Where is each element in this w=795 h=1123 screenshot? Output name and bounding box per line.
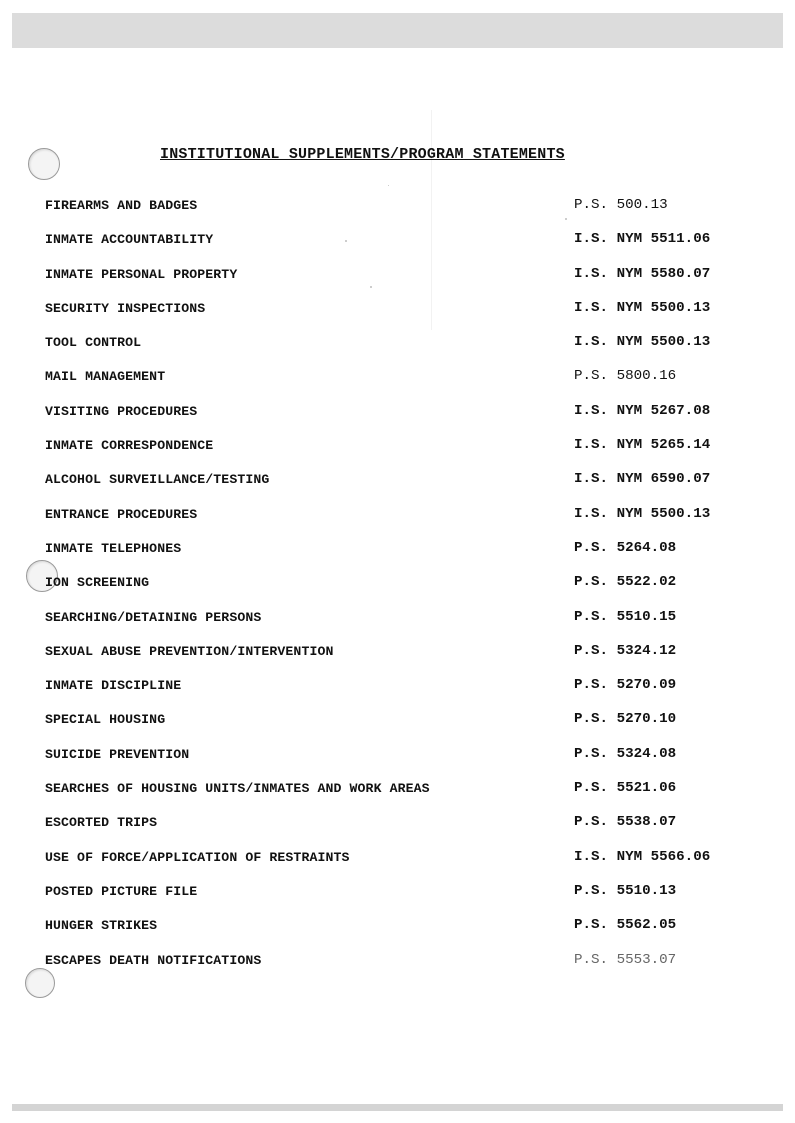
entry-title: ESCAPES DEATH NOTIFICATIONS (45, 952, 262, 968)
list-item (0, 712, 795, 746)
entry-title: SUICIDE PREVENTION (45, 746, 190, 762)
list-item (0, 232, 795, 266)
entry-reference: P.S. 5270.10 (574, 711, 677, 728)
entry-reference: I.S. NYM 5265.14 (574, 437, 711, 454)
statement-list (0, 198, 795, 987)
entry-reference: P.S. 5510.15 (574, 608, 677, 625)
list-item (0, 678, 795, 712)
list-item (0, 301, 795, 335)
entry-reference: I.S. NYM 6590.07 (574, 471, 711, 488)
list-item (0, 335, 795, 369)
list-item (0, 781, 795, 815)
list-item (0, 404, 795, 438)
entry-title: SPECIAL HOUSING (45, 712, 166, 728)
list-item (0, 953, 795, 987)
entry-title: SECURITY INSPECTIONS (45, 300, 206, 316)
entry-reference: P.S. 5264.08 (574, 539, 677, 556)
list-item (0, 918, 795, 952)
list-item (0, 850, 795, 884)
entry-title: ALCOHOL SURVEILLANCE/TESTING (45, 472, 270, 488)
list-item (0, 644, 795, 678)
entry-title: FIREARMS AND BADGES (45, 198, 198, 213)
entry-title: USE OF FORCE/APPLICATION OF RESTRAINTS (45, 849, 350, 865)
entry-title: HUNGER STRIKES (45, 918, 158, 934)
list-item (0, 884, 795, 918)
list-item (0, 815, 795, 849)
list-item (0, 369, 795, 403)
entry-reference: I.S. NYM 5500.13 (574, 505, 711, 522)
entry-reference: I.S. NYM 5267.08 (574, 402, 711, 419)
entry-reference: P.S. 5553.07 (574, 951, 677, 968)
list-item (0, 747, 795, 781)
scan-bottom-band (12, 1104, 783, 1111)
list-item (0, 575, 795, 609)
list-item (0, 438, 795, 472)
entry-reference: P.S. 500.13 (574, 197, 668, 213)
entry-title: SEARCHING/DETAINING PERSONS (45, 609, 262, 625)
entry-reference: P.S. 5324.08 (574, 745, 677, 762)
entry-reference: P.S. 5270.09 (574, 677, 677, 694)
entry-title: INMATE DISCIPLINE (45, 678, 182, 694)
list-item (0, 267, 795, 301)
page-title: INSTITUTIONAL SUPPLEMENTS/PROGRAM STATEMENTS (160, 146, 565, 163)
entry-title: POSTED PICTURE FILE (45, 883, 198, 899)
entry-reference: I.S. NYM 5511.06 (574, 231, 711, 248)
entry-title: VISITING PROCEDURES (45, 403, 198, 419)
entry-reference: P.S. 5522.02 (574, 574, 677, 591)
entry-reference: P.S. 5324.12 (574, 642, 677, 659)
entry-reference: P.S. 5538.07 (574, 814, 677, 831)
entry-reference: P.S. 5800.16 (574, 368, 677, 385)
entry-title: ESCORTED TRIPS (45, 815, 158, 831)
entry-title: SEXUAL ABUSE PREVENTION/INTERVENTION (45, 643, 334, 659)
entry-reference: P.S. 5521.06 (574, 780, 677, 797)
list-item (0, 507, 795, 541)
scan-speck (388, 185, 389, 186)
entry-title: INMATE TELEPHONES (45, 540, 182, 556)
entry-reference: P.S. 5562.05 (574, 917, 677, 934)
entry-title: INMATE CORRESPONDENCE (45, 438, 214, 454)
list-item (0, 541, 795, 575)
entry-reference: I.S. NYM 5500.13 (574, 299, 711, 316)
entry-reference: I.S. NYM 5580.07 (574, 265, 711, 282)
entry-title: MAIL MANAGEMENT (45, 369, 166, 385)
list-item (0, 198, 795, 232)
entry-title: ENTRANCE PROCEDURES (45, 506, 198, 522)
list-item (0, 610, 795, 644)
entry-reference: I.S. NYM 5566.06 (574, 848, 711, 865)
entry-title: INMATE ACCOUNTABILITY (45, 232, 214, 248)
entry-title: SEARCHES OF HOUSING UNITS/INMATES AND WORK AREAS (45, 781, 430, 797)
punch-hole-top (28, 148, 60, 180)
entry-title: ION SCREENING (45, 575, 150, 591)
entry-title: TOOL CONTROL (45, 335, 142, 351)
list-item (0, 472, 795, 506)
entry-reference: I.S. NYM 5500.13 (574, 334, 711, 351)
scan-top-band (12, 13, 783, 48)
entry-title: INMATE PERSONAL PROPERTY (45, 266, 238, 282)
entry-reference: P.S. 5510.13 (574, 882, 677, 899)
